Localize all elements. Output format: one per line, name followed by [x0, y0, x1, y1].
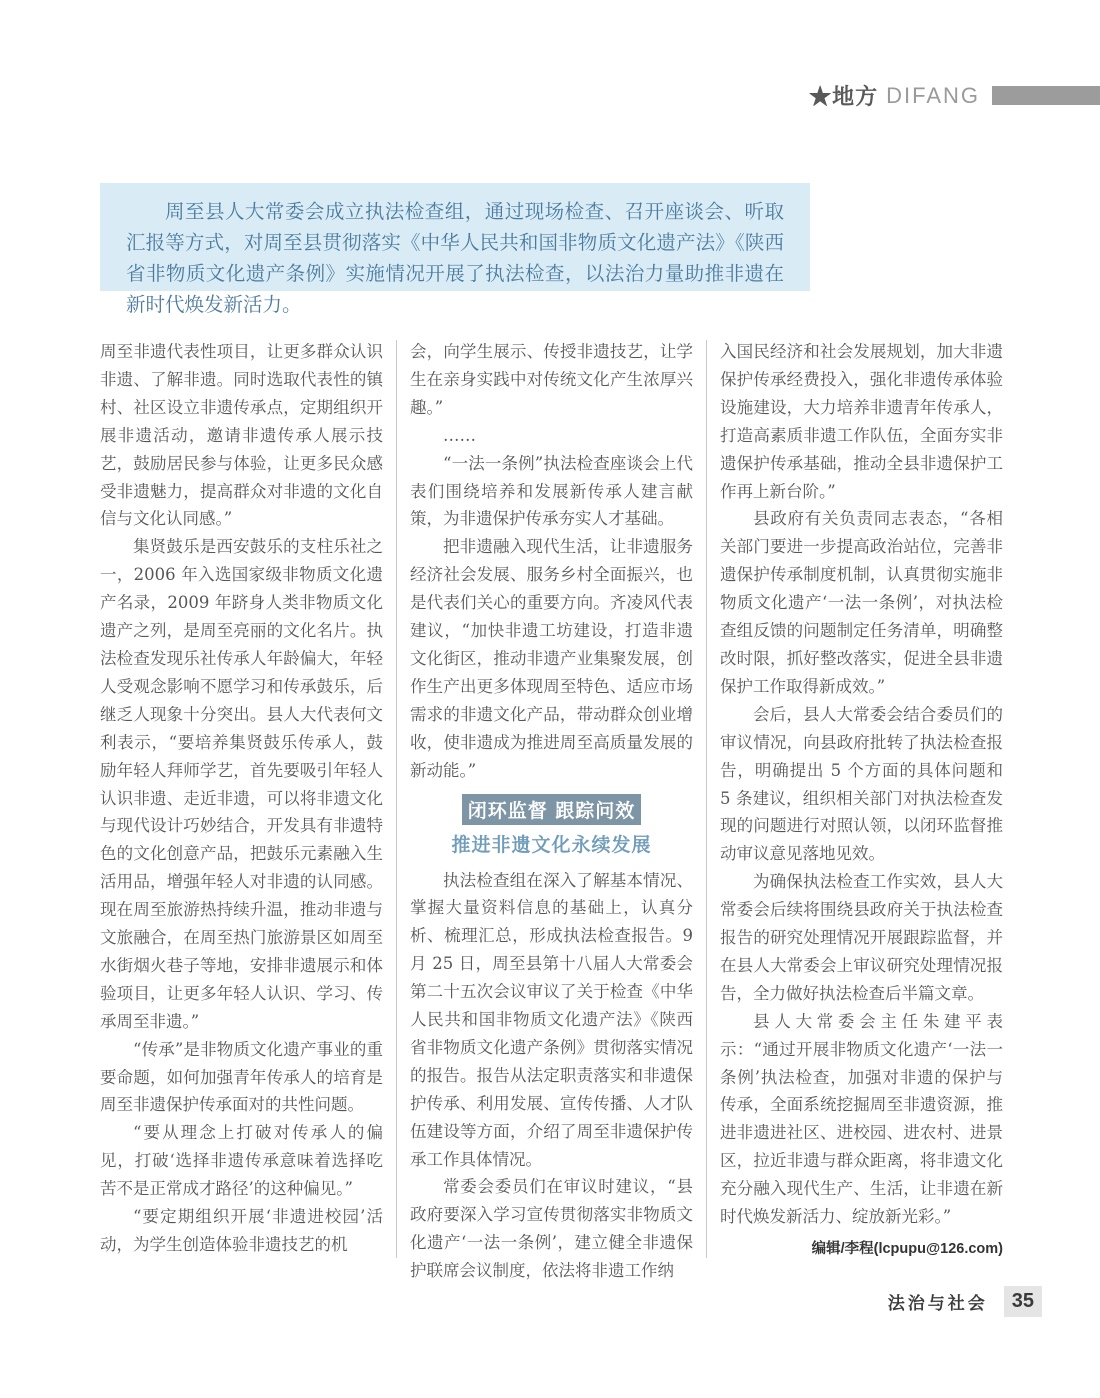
column-2	[410, 338, 693, 1285]
section-label-en: DIFANG	[886, 82, 980, 108]
paragraph: 常委会委员们在审议时建议，“县政府要深入学习宣传贯彻落实非物质文化遗产‘一法一条例’，建立健全非遗保护联席会议制度，依法将非遗工作纳	[410, 1177, 693, 1281]
paragraph: 县人大常委会主任朱建平表示：“通过开展非物质文化遗产‘一法一条例’执法检查，加强对非遗的保护与传承，全面系统挖掘周至非遗资源，推进非遗进社区、进校园、进农村、进景区，拉近非遗与群众距离，将非遗文化充分融入现代生产、生活，让非遗在新时代焕发新活力、绽放新光彩。”	[720, 1011, 1003, 1227]
editor-credit: 编辑/李程(lcpupu@126.com)	[811, 1241, 1003, 1257]
paragraph: “传承”是非物质文化遗产事业的重要命题，如何加强青年传承人的培育是周至非遗保护传承面对的共性问题。	[100, 1039, 383, 1115]
paragraph: 入国民经济和社会发展规划，加大非遗保护传承经费投入，强化非遗传承体验设施建设，大力培养非遗青年传承人，打造高素质非遗工作队伍，全面夯实非遗保护传承基础，推动全县非遗保护工作再上新台阶。”	[720, 342, 1003, 501]
paragraph: 会，向学生展示、传授非遗技艺，让学生在亲身实践中对传统文化产生浓厚兴趣。”	[410, 342, 693, 417]
paragraph: 为确保执法检查工作实效，县人大常委会后续将围绕县政府关于执法检查报告的研究处理情况开展跟踪监督，并在县人大常委会上审议研究处理情况报告，全力做好执法检查后半篇文章。	[720, 872, 1003, 1003]
subheading	[410, 794, 693, 857]
paragraph: 会后，县人大常委会结合委员们的审议情况，向县政府批转了执法检查报告，明确提出 5 个方面的具体问题和 5 条建议，组织相关部门对执法检查发现的问题进行对照认领，以闭环监督推动审议意见落地见效。	[720, 704, 1003, 864]
page-footer	[888, 1286, 1042, 1317]
page-header	[809, 80, 1100, 111]
intro-callout	[100, 183, 810, 316]
subheading-line2: 推进非遗文化永续发展	[451, 833, 652, 856]
column-divider	[706, 340, 707, 1258]
subheading-line1: 闭环监督 跟踪问效	[462, 794, 642, 825]
column-divider	[396, 340, 397, 1258]
column-3	[720, 338, 1003, 1285]
paragraph: 集贤鼓乐是西安鼓乐的支柱乐社之一，2006 年入选国家级非物质文化遗产名录，2009 年跻身人类非物质文化遗产之列，是周至亮丽的文化名片。执法检查发现乐社传承人年龄偏大，年轻人受观念影响不愿学习和传承鼓乐，后继乏人现象十分突出。县人大代表何文利表示，“要培养集贤鼓乐传承人，鼓励年轻人拜师学艺，首先要吸引年轻人认识非遗、走近非遗，可以将非遗文化与现代设计巧妙结合，开发具有非遗特色的文化创意产品，把鼓乐元素融入生活用品，增强年轻人对非遗的认同感。现在周至旅游热持续升温，推动非遗与文旅融合，在周至热门旅游景区如周至水街烟火巷子等地，安排非遗展示和体验项目，让更多年轻人认识、学习、传承周至非遗。”	[100, 537, 383, 1031]
page-number: 35	[1004, 1286, 1042, 1317]
paragraph: ……	[443, 425, 476, 445]
paragraph: 执法检查组在深入了解基本情况、掌握大量资料信息的基础上，认真分析、梳理汇总，形成执法检查报告。9 月 25 日，周至县第十八届人大常委会第二十五次会议审议了关于检查《中华人民共和国非物质文化遗产法》《陕西省非物质文化遗产条例》贯彻落实情况的报告。报告从法定职责落实和非遗保护传承、利用发展、宣传传播、人才队伍建设等方面，介绍了周至非遗保护传承工作具体情况。	[410, 870, 693, 1169]
section-label-zh: ★地方	[809, 84, 879, 110]
paragraph: “一法一条例”执法检查座谈会上代表们围绕培养和发展新传承人建言献策，为非遗保护传承夯实人才基础。	[410, 453, 693, 529]
column-1	[100, 338, 383, 1285]
paragraph: 把非遗融入现代生活，让非遗服务经济社会发展、服务乡村全面振兴，也是代表们关心的重要方向。齐凌风代表建议，“加快非遗工坊建设，打造非遗文化街区，推动非遗产业集聚发展，创作生产出更多体现周至特色、适应市场需求的非遗文化产品，带动群众创业增收，使非遗成为推进周至高质量发展的新动能。”	[410, 537, 693, 780]
intro-text: 周至县人大常委会成立执法检查组，通过现场检查、召开座谈会、听取汇报等方式，对周至县贯彻落实《中华人民共和国非物质文化遗产法》《陕西省非物质文化遗产条例》实施情况开展了执法检查，以法治力量助推非遗在新时代焕发新活力。	[126, 200, 784, 316]
paragraph: “要定期组织开展‘非遗进校园’活动，为学生创造体验非遗技艺的机	[100, 1207, 383, 1254]
article-columns	[100, 338, 1005, 1285]
header-bar	[992, 86, 1100, 105]
paragraph: “要从理念上打破对传承人的偏见，打破‘选择非遗传承意味着选择吃苦不是正常成才路径’的这种偏见。”	[100, 1123, 383, 1199]
paragraph: 周至非遗代表性项目，让更多群众认识非遗、了解非遗。同时选取代表性的镇村、社区设立非遗传承点，定期组织开展非遗活动，邀请非遗传承人展示技艺，鼓励居民参与体验，让更多民众感受非遗魅力，提高群众对非遗的文化自信与文化认同感。”	[100, 342, 383, 529]
journal-title: 法治与社会	[887, 1294, 988, 1314]
paragraph: 县政府有关负责同志表态，“各相关部门要进一步提高政治站位，完善非遗保护传承制度机制，认真贯彻实施非物质文化遗产‘一法一条例’，对执法检查组反馈的问题制定任务清单，明确整改时限，抓好整改落实，促进全县非遗保护工作取得新成效。”	[720, 509, 1003, 696]
